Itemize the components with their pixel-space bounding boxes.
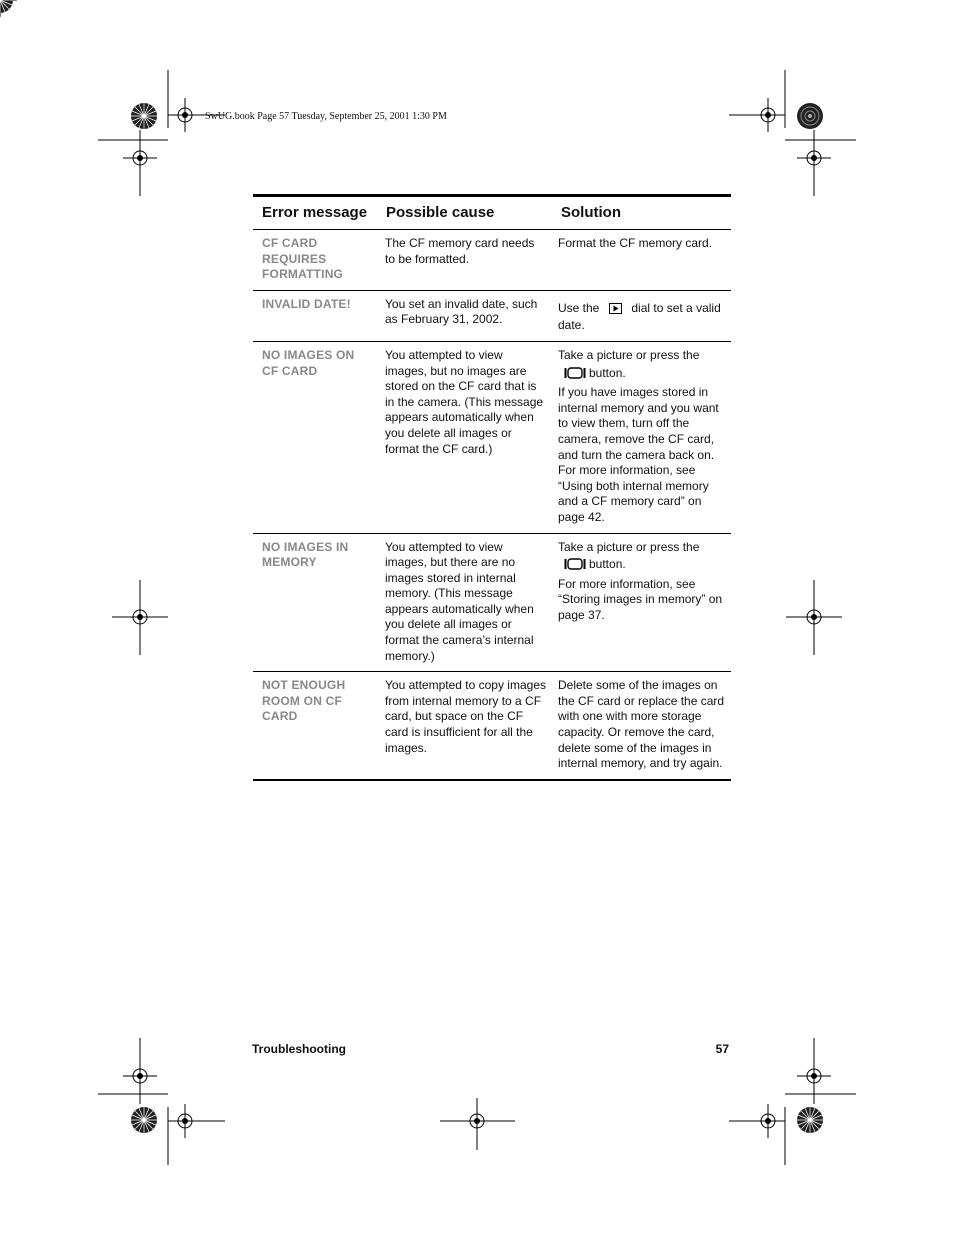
table-row [253, 533, 731, 672]
table-row [253, 341, 731, 533]
solution-text: Take a picture or press the [558, 539, 700, 554]
possible-cause: The CF memory card needs to be formatted. [385, 236, 535, 266]
solution-text: Delete some of the images on the CF card or replace the card with one with more storage capacity. Or remove the card, delete some of the images in internal memory, and try again. [558, 678, 725, 771]
solution [552, 290, 731, 341]
registration-target-icon [797, 103, 823, 129]
review-button-icon [564, 367, 586, 384]
solution-text: For more information, see “Storing images in memory” on page 37. [558, 576, 723, 622]
print-header: SwUG.book Page 57 Tuesday, September 25, 2001 1:30 PM [205, 111, 447, 122]
solution [552, 672, 731, 780]
error-message: NO IMAGES ON CF CARD [262, 347, 355, 378]
footer-page-number: 57 [715, 1042, 729, 1056]
button-label: button. [589, 557, 626, 572]
table-row [253, 290, 731, 341]
solution [552, 341, 731, 533]
header-solution: Solution [561, 204, 621, 221]
table-row [253, 672, 731, 780]
error-message: NO IMAGES IN MEMORY [262, 539, 349, 570]
header-error-message: Error message [262, 204, 368, 221]
footer-section-title: Troubleshooting [252, 1042, 346, 1056]
table-row [253, 230, 731, 291]
solution-text: dial to set a valid date. [558, 300, 721, 333]
possible-cause: You attempted to copy images from internal memory to a CF card, but space on the CF card is insufficient for all the images. [385, 678, 546, 755]
error-message: NOT ENOUGH ROOM ON CF CARD [262, 678, 346, 724]
possible-cause: You set an invalid date, such as February 31, 2002. [385, 296, 538, 327]
possible-cause: You attempted to view images, but there are no images stored in internal memory. (This message appears automatically when you delete all images or format the camera’s internal memory.) [385, 539, 534, 663]
header-possible-cause: Possible cause [386, 204, 495, 221]
solution-text: Use the [558, 300, 600, 315]
possible-cause: You attempted to view images, but no images are stored on the CF card that is in the camera. (This message appears automatically when you delete all images or format the CF card.) [385, 347, 544, 456]
table-header-row [253, 196, 731, 230]
solution [552, 533, 731, 672]
review-button-icon [564, 558, 586, 575]
solution [552, 230, 731, 291]
playback-dial-icon [609, 303, 622, 319]
error-messages-table [253, 194, 731, 781]
registration-starburst-icon [0, 0, 13, 13]
solution-text: Take a picture or press the [558, 347, 700, 362]
button-label: button. [589, 365, 626, 380]
error-message: INVALID DATE! [262, 296, 351, 311]
solution-text: Format the CF memory card. [558, 236, 713, 250]
solution-text: If you have images stored in internal memory and you want to view them, turn off the camera, remove the CF card, and turn the camera back on. For more information, see “Using both internal memory and a CF memory card” on page 42. [558, 385, 719, 524]
error-message: CF CARD REQUIRES FORMATTING [262, 236, 344, 282]
